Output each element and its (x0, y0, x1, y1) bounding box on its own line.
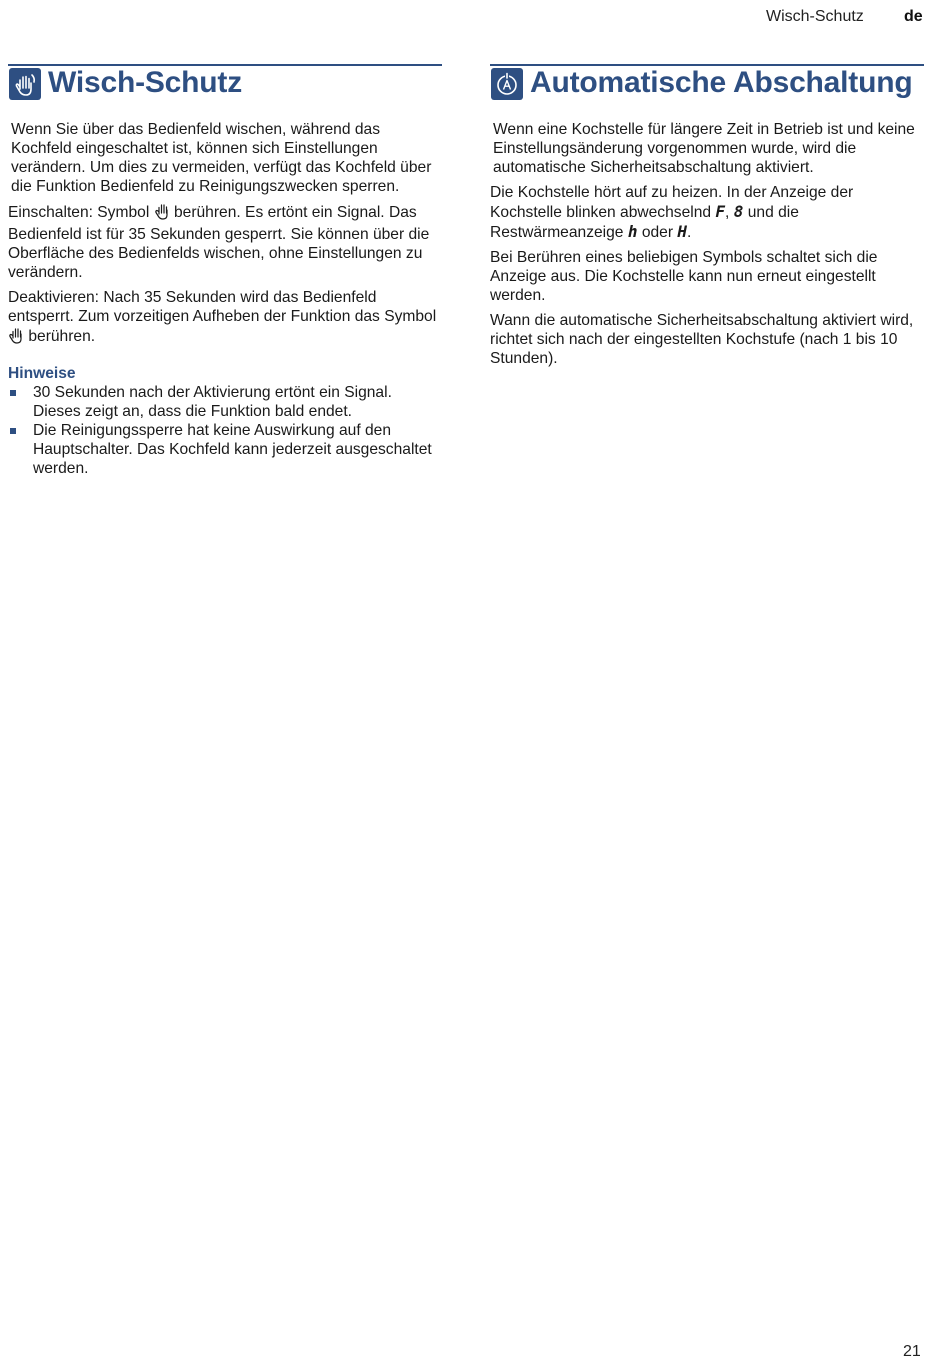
display-paragraph (490, 183, 924, 242)
auto-abschaltung-body (490, 120, 924, 374)
touch-paragraph: Bei Berühren eines beliebigen Symbols schaltet sich die Anzeige aus. Die Kochstelle kann nun erneut eingestellt werden. (490, 249, 878, 304)
timing-paragraph: Wann die automatische Sicherheitsabschaltung aktiviert wird, richtet sich nach der eingestellten Kochstufe (nach 1 bis 10 Stunden). (490, 312, 914, 367)
list-item: Die Reinigungssperre hat keine Auswirkung auf den Hauptschalter. Das Kochfeld kann jederzeit ausgeschaltet werden. (8, 421, 442, 478)
running-header-section: Wisch-Schutz (766, 8, 864, 25)
segment-f: F (715, 202, 726, 221)
section-heading (8, 64, 442, 102)
hand-icon (154, 202, 170, 225)
auto-off-icon (491, 68, 523, 100)
intro-paragraph: Wenn Sie über das Bedienfeld wischen, während das Kochfeld eingeschaltet ist, können sich Einstellungen verändern. Um dies zu vermeiden, verfügt das Kochfeld über die Funktion Bedienfeld zu Reinigungszwecken sperren. (11, 121, 432, 195)
display-text-2: und die Restwärmeanzeige (490, 204, 799, 241)
activate-label: Einschalten: Symbol (8, 204, 150, 221)
activate-paragraph (8, 202, 442, 282)
auto-abschaltung-section (490, 64, 924, 367)
section-heading (490, 64, 924, 102)
wisch-schutz-body (8, 120, 442, 478)
deactivate-end: berühren. (28, 328, 96, 345)
notes-heading: Hinweise (8, 365, 76, 382)
display-text-3: oder (641, 224, 674, 241)
activate-text: berühren. Es ertönt ein Signal. Das Bedienfeld ist für 35 Sekunden gesperrt. Sie können über die Oberfläche des Bedienfelds wischen, ohne Einstellungen zu verändern. (8, 204, 430, 281)
hand-icon (8, 326, 24, 349)
wisch-schutz-section (8, 64, 442, 477)
notes-list (8, 383, 442, 478)
hand-icon (9, 68, 41, 100)
segment-h-upper: H (677, 222, 688, 241)
section-title: Automatische Abschaltung (530, 66, 913, 99)
list-item: 30 Sekunden nach der Aktivierung ertönt ein Signal. Dieses zeigt an, dass die Funktion bald endet. (8, 383, 442, 421)
page-title: Wisch-Schutz (48, 66, 243, 99)
deactivate-text: Deaktivieren: Nach 35 Sekunden wird das Bedienfeld entsperrt. Zum vorzeitigen Aufheben der Funktion das Symbol (8, 289, 437, 325)
segment-h-lower: h (627, 222, 638, 241)
running-header-language: de (904, 8, 923, 25)
segment-8: 8 (733, 202, 744, 221)
period: . (687, 224, 692, 241)
deactivate-paragraph (8, 288, 442, 349)
page-number: 21 (903, 1343, 921, 1360)
display-text: Die Kochstelle hört auf zu heizen. In der Anzeige der Kochstelle blinken abwechselnd (490, 184, 854, 221)
separator: , (725, 204, 730, 221)
intro-paragraph: Wenn eine Kochstelle für längere Zeit in Betrieb ist und keine Einstellungsänderung vorgenommen wurde, wird die automatische Sicherheitsabschaltung aktiviert. (493, 121, 915, 176)
